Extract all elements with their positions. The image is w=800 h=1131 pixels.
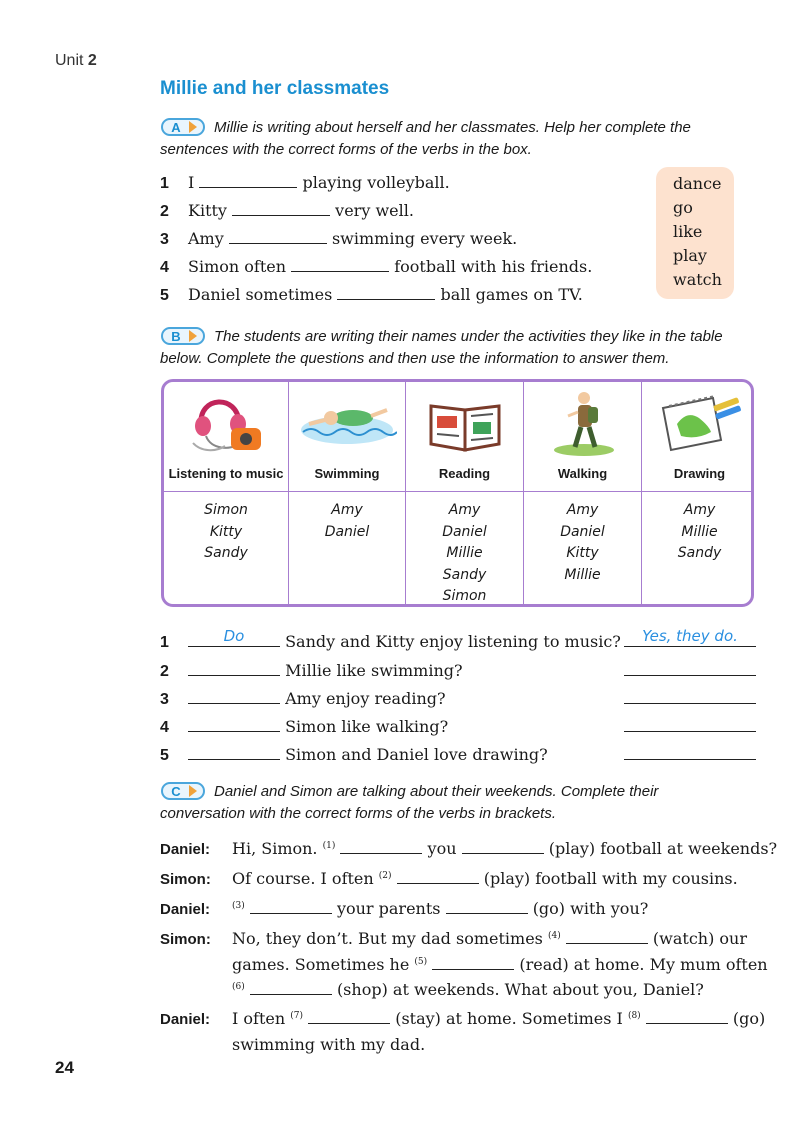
instruction-line: conversation with the correct forms of the verbs in brackets. xyxy=(160,805,556,822)
book-icon xyxy=(425,388,505,458)
student-name: Kitty xyxy=(566,545,599,561)
word-box-item: like xyxy=(673,222,703,241)
student-name: Sandy xyxy=(677,545,722,561)
table-column-listening xyxy=(164,382,289,604)
answer-blank[interactable] xyxy=(566,929,648,944)
item-number: 2 xyxy=(160,663,169,680)
word-box xyxy=(656,167,734,299)
section-c-instruction xyxy=(160,781,760,825)
student-name: Millie xyxy=(681,523,718,540)
answer-blank[interactable] xyxy=(337,285,435,300)
blank-number: (5) xyxy=(414,957,428,967)
answer-blank[interactable] xyxy=(232,201,330,216)
item-number: 1 xyxy=(160,634,169,651)
blank-number: (2) xyxy=(378,871,392,881)
filled-answer: Do xyxy=(223,627,245,645)
answer-blank[interactable] xyxy=(462,839,544,854)
dialogue-text: Of course. I often xyxy=(232,869,374,888)
hiker-icon xyxy=(548,388,618,460)
section-c-letter: C xyxy=(171,783,181,799)
answer-blank[interactable] xyxy=(432,955,514,970)
answer-line-2[interactable] xyxy=(624,659,756,676)
answer-blank[interactable] xyxy=(250,899,332,914)
dialogue-line xyxy=(232,980,704,999)
student-name: Amy xyxy=(683,502,716,518)
item-number: 3 xyxy=(160,691,169,708)
student-name: Amy xyxy=(331,502,363,518)
exercise-a-item-4 xyxy=(160,257,592,277)
name-list xyxy=(524,500,641,586)
blank-number: (3) xyxy=(232,901,245,911)
answer-blank[interactable] xyxy=(646,1009,728,1024)
unit-text: Unit xyxy=(55,52,84,69)
activities-table xyxy=(161,379,754,607)
instruction-line: below. Complete the questions and then use the information to answer them. xyxy=(160,350,670,367)
question-text: Sandy and Kitty enjoy listening to music? xyxy=(285,632,621,651)
speaker-label: Simon: xyxy=(160,871,211,888)
filled-answer: Yes, they do. xyxy=(642,627,738,645)
name-list xyxy=(164,500,288,565)
question-text: Millie like swimming? xyxy=(285,661,463,680)
item-text: football with his friends. xyxy=(394,257,593,276)
item-text: I xyxy=(188,173,195,192)
activity-header: Walking xyxy=(557,466,608,481)
table-column-swimming xyxy=(289,382,406,604)
dialogue-text: (go) with you? xyxy=(532,899,649,918)
student-name: Millie xyxy=(564,566,601,583)
student-name: Simon xyxy=(204,502,248,518)
page-title: Millie and her classmates xyxy=(160,78,390,99)
answer-blank[interactable] xyxy=(199,173,297,188)
student-name: Kitty xyxy=(209,523,243,540)
dialogue-line xyxy=(232,955,768,974)
item-number: 1 xyxy=(160,175,169,192)
student-name: Daniel xyxy=(324,523,370,540)
item-text: Daniel sometimes xyxy=(188,285,333,304)
answer-blank[interactable] xyxy=(229,229,327,244)
answer-blank[interactable] xyxy=(291,257,389,272)
dialogue-line xyxy=(232,839,777,858)
section-b-letter: B xyxy=(171,328,181,344)
section-a-instruction xyxy=(160,117,760,161)
item-text: ball games on TV. xyxy=(440,285,583,304)
blank-number: (4) xyxy=(547,931,561,941)
dialogue-line xyxy=(232,1009,765,1028)
swimmer-icon xyxy=(297,388,397,458)
question-b-2 xyxy=(160,659,463,681)
dialogue-text: Hi, Simon. xyxy=(232,839,318,858)
item-text: very well. xyxy=(335,201,414,220)
question-b-4 xyxy=(160,715,448,737)
answer-line-1[interactable] xyxy=(624,627,756,647)
table-column-reading xyxy=(406,382,524,604)
section-b-instruction xyxy=(160,326,760,370)
table-column-walking xyxy=(524,382,642,604)
student-name: Millie xyxy=(446,545,483,561)
activity-header: Swimming xyxy=(314,466,380,481)
dialogue-text: games. Sometimes he xyxy=(232,955,410,974)
blank-number: (7) xyxy=(290,1011,304,1021)
dialogue-line xyxy=(232,899,648,918)
dialogue-text: I often xyxy=(232,1009,286,1028)
question-text: Simon and Daniel love drawing? xyxy=(285,745,548,764)
item-number: 3 xyxy=(160,231,169,248)
dialogue-text: (play) football at weekends? xyxy=(548,839,778,858)
answer-line-4[interactable] xyxy=(624,715,756,732)
name-list xyxy=(406,500,523,607)
question-b-3 xyxy=(160,687,446,709)
speaker-label: Daniel: xyxy=(160,1011,211,1028)
item-text: playing volleyball. xyxy=(302,173,450,192)
dialogue-text: swimming with my dad. xyxy=(232,1035,426,1054)
answer-blank[interactable] xyxy=(397,869,479,884)
answer-blank[interactable] xyxy=(188,715,280,732)
unit-label xyxy=(55,52,97,70)
dialogue-text: your parents xyxy=(336,899,441,918)
answer-blank[interactable] xyxy=(188,659,280,676)
item-text: Kitty xyxy=(188,201,227,220)
drawing-icon xyxy=(655,388,745,458)
question-b-1 xyxy=(160,627,621,652)
exercise-a-item-2 xyxy=(160,201,414,221)
unit-number: 2 xyxy=(87,52,97,69)
item-text: Simon often xyxy=(188,257,287,276)
dialogue-text: (read) at home. My mum often xyxy=(519,955,768,974)
dialogue-text: you xyxy=(427,839,457,858)
answer-blank[interactable] xyxy=(188,687,280,704)
word-box-item: watch xyxy=(673,270,722,289)
question-b-5 xyxy=(160,743,548,765)
dialogue-line xyxy=(232,869,738,888)
answer-blank[interactable] xyxy=(250,980,332,995)
blank-number: (1) xyxy=(322,841,336,851)
item-number: 4 xyxy=(160,719,169,736)
speaker-label: Daniel: xyxy=(160,841,211,858)
student-name: Daniel xyxy=(442,523,487,540)
item-text: swimming every week. xyxy=(331,229,518,248)
name-list xyxy=(289,500,405,543)
activity-header: Drawing xyxy=(673,466,726,481)
name-list xyxy=(642,500,754,565)
question-text: Amy enjoy reading? xyxy=(285,689,446,708)
page-number: 24 xyxy=(55,1058,74,1077)
dialogue-text: (shop) at weekends. What about you, Daniel? xyxy=(336,980,704,999)
blank-number: (6) xyxy=(232,982,245,992)
instruction-line: sentences with the correct forms of the verbs in the box. xyxy=(160,141,532,158)
instruction-line: The students are writing their names under the activities they like in the table xyxy=(214,328,723,345)
activity-header: Listening to music xyxy=(168,466,284,481)
answer-line-3[interactable] xyxy=(624,687,756,704)
student-name: Sandy xyxy=(204,545,248,561)
dialogue-text: No, they don’t. But my dad sometimes xyxy=(232,929,543,948)
instruction-line: Daniel and Simon are talking about their weekends. Complete their xyxy=(214,783,659,800)
headphones-icon xyxy=(181,388,271,458)
student-name: Amy xyxy=(566,502,599,518)
item-number: 4 xyxy=(160,259,169,276)
answer-blank[interactable] xyxy=(340,839,422,854)
table-column-drawing xyxy=(642,382,754,604)
question-text: Simon like walking? xyxy=(285,717,449,736)
answer-blank[interactable] xyxy=(188,627,280,647)
item-number: 2 xyxy=(160,203,169,220)
exercise-a-item-3 xyxy=(160,229,517,249)
section-a-letter: A xyxy=(171,119,181,135)
answer-blank[interactable] xyxy=(188,743,280,760)
speaker-label: Simon: xyxy=(160,931,211,948)
student-name: Daniel xyxy=(560,523,605,540)
word-box-item: go xyxy=(673,198,693,217)
item-text: Amy xyxy=(188,229,224,248)
student-name: Simon xyxy=(442,588,487,604)
dialogue-text: (watch) our xyxy=(652,929,747,948)
item-number: 5 xyxy=(160,287,169,304)
dialogue-text: (play) football with my cousins. xyxy=(483,869,738,888)
answer-blank[interactable] xyxy=(446,899,528,914)
activity-header: Reading xyxy=(438,466,491,481)
speaker-label: Daniel: xyxy=(160,901,211,918)
answer-line-5[interactable] xyxy=(624,743,756,760)
item-number: 5 xyxy=(160,747,169,764)
exercise-a-item-5 xyxy=(160,285,583,305)
answer-blank[interactable] xyxy=(308,1009,390,1024)
student-name: Sandy xyxy=(442,566,487,583)
instruction-line: Millie is writing about herself and her classmates. Help her complete the xyxy=(214,119,691,136)
word-box-item: play xyxy=(673,246,707,265)
exercise-a-item-1 xyxy=(160,173,450,193)
dialogue-text: (go) xyxy=(732,1009,766,1028)
dialogue-line xyxy=(232,1035,425,1054)
student-name: Amy xyxy=(448,502,481,518)
dialogue-line xyxy=(232,929,747,948)
word-box-item: dance xyxy=(673,174,722,193)
dialogue-text: (stay) at home. Sometimes I xyxy=(395,1009,623,1028)
blank-number: (8) xyxy=(627,1011,641,1021)
